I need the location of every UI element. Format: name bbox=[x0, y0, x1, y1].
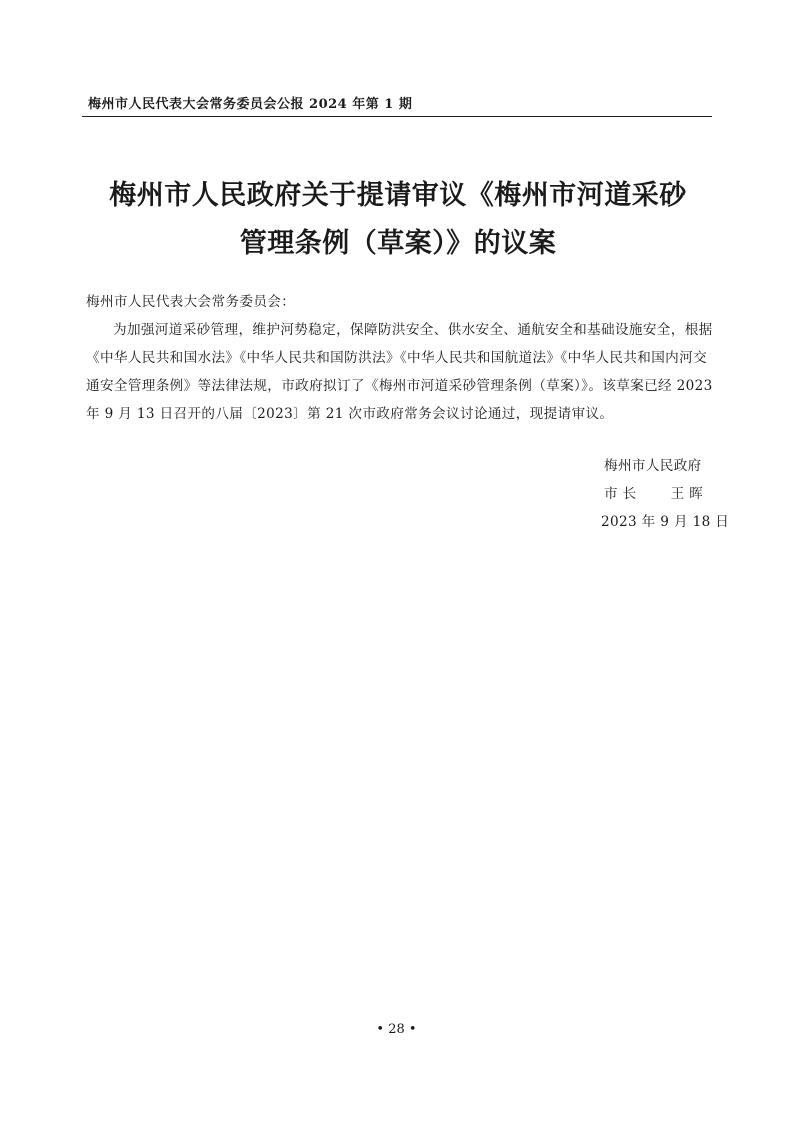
header-divider bbox=[82, 116, 712, 117]
body-line-4: 年 9 月 13 日召开的八届〔2023〕第 21 次市政府常务会议讨论通过，现提请审议。 bbox=[86, 406, 614, 422]
body-line-3: 通安全管理条例》等法律法规，市政府拟订了《梅州市河道采砂管理条例（草案）》。该草案已经 2023 bbox=[86, 378, 713, 394]
body-line-2: 《中华人民共和国水法》《中华人民共和国防洪法》《中华人民共和国航道法》《中华人民共和国内河交 bbox=[86, 350, 708, 366]
body-line-1: 为加强河道采砂管理，维护河势稳定，保障防洪安全、供水安全、通航安全和基础设施安全，根据 bbox=[113, 322, 713, 338]
signature-organization: 梅州市人民政府 bbox=[604, 458, 702, 474]
document-title-line-1: 梅州市人民政府关于提请审议《梅州市河道采砂 bbox=[109, 180, 687, 211]
document-title-line-2: 管理条例（草案）》的议案 bbox=[239, 228, 557, 259]
signature-role-line bbox=[604, 482, 703, 502]
signature-name: 王 晖 bbox=[670, 486, 704, 502]
signature-date: 2023 年 9 月 18 日 bbox=[601, 514, 730, 530]
page-number: • 28 • bbox=[376, 1022, 417, 1037]
bulletin-header: 梅州市人民代表大会常务委员会公报 2024 年第 1 期 bbox=[88, 97, 413, 112]
signature-role: 市 长 bbox=[604, 486, 637, 502]
salutation: 梅州市人民代表大会常务委员会： bbox=[86, 294, 296, 310]
